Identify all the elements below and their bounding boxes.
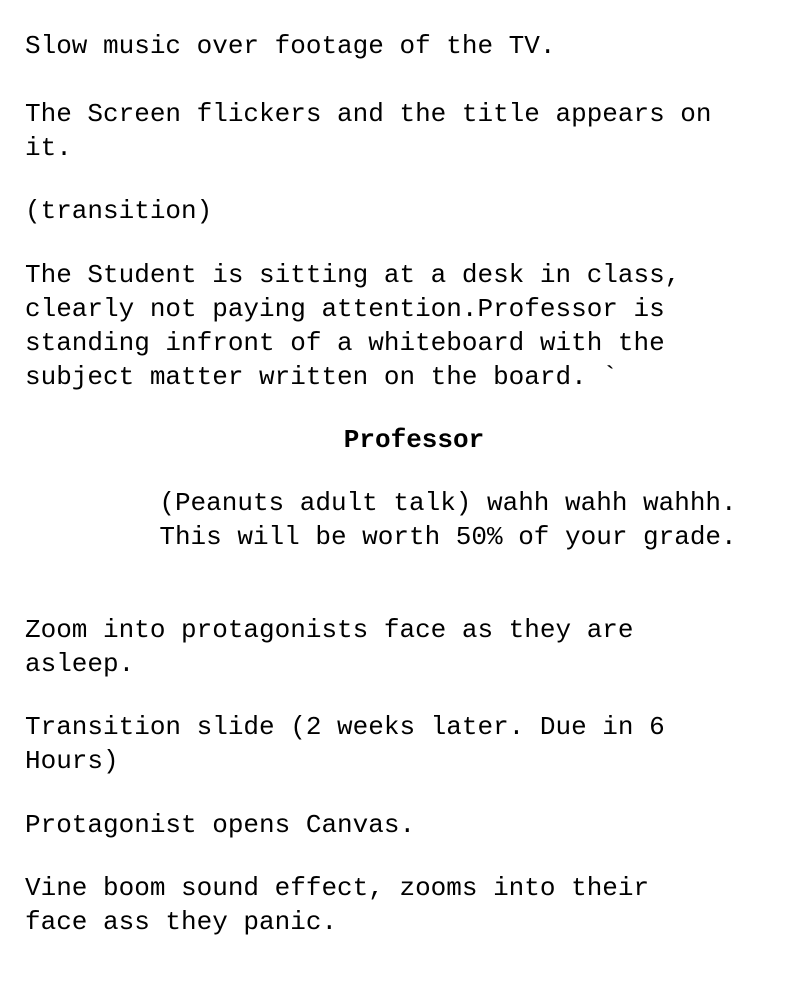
- action-line: clearly not paying attention.Professor is: [25, 294, 665, 324]
- action-line: Protagonist opens Canvas.: [25, 810, 416, 840]
- action-line: Transition slide (2 weeks later. Due in 6: [25, 712, 665, 742]
- action-line: it.: [25, 133, 72, 163]
- dialogue-line: (Peanuts adult talk) wahh wahh wahhh.: [159, 488, 737, 518]
- action-line: The Student is sitting at a desk in class,: [25, 260, 681, 290]
- action-line: standing infront of a whiteboard with the: [25, 328, 665, 358]
- action-line: Slow music over footage of the TV.: [25, 31, 556, 61]
- action-line: Vine boom sound effect, zooms into their: [25, 873, 650, 903]
- action-line: subject matter written on the board. `: [25, 362, 618, 392]
- action-line: Zoom into protagonists face as they are: [25, 615, 634, 645]
- transition-line: (transition): [25, 196, 213, 226]
- action-line: The Screen flickers and the title appears on: [25, 99, 712, 129]
- action-line: asleep.: [25, 649, 135, 679]
- action-line: Hours): [25, 746, 119, 776]
- character-name: Professor: [343, 425, 485, 455]
- action-line: face ass they panic.: [25, 907, 338, 937]
- dialogue-line: This will be worth 50% of your grade.: [159, 522, 737, 552]
